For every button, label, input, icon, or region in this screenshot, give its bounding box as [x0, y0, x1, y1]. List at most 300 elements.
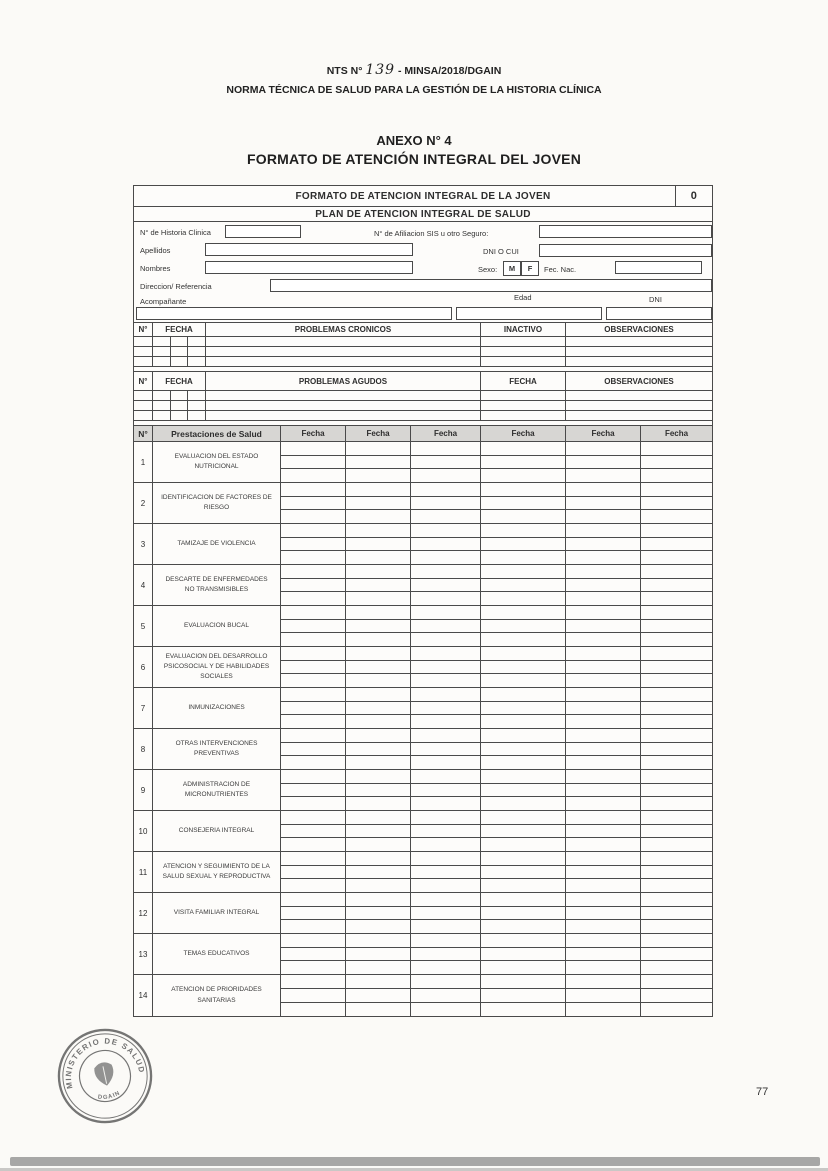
fecha-cell: [641, 579, 712, 593]
fecha-cell: [281, 825, 345, 839]
fecha-cell: [411, 497, 480, 511]
fecha-cell: [481, 975, 565, 989]
fecha-cell: [411, 674, 480, 687]
cronicos-header-inactivo: INACTIVO: [481, 323, 566, 336]
agudos-header-fecha: FECHA: [153, 372, 206, 390]
fecha-cell: [641, 620, 712, 634]
fecha-cell: [411, 811, 480, 825]
fecha-column: [641, 524, 712, 564]
prestaciones-header-label: Prestaciones de Salud: [153, 426, 281, 441]
prestacion-label: EVALUACION DEL ESTADO NUTRICIONAL: [153, 442, 281, 482]
fecha-cell: [346, 797, 410, 810]
prestacion-row: [134, 606, 712, 647]
fecha-cell: [346, 674, 410, 687]
fecha-cell: [566, 661, 640, 675]
fecha-cell: [566, 907, 640, 921]
fecha-cell: [481, 729, 565, 743]
fecha-column: [481, 852, 566, 892]
fecha-cell: [641, 647, 712, 661]
prestacion-number: 9: [134, 770, 153, 810]
fecha-cell: [281, 483, 345, 497]
checkbox-sexo-f: F: [521, 261, 539, 276]
fecha-column: [281, 729, 346, 769]
prestaciones-header-fecha-group: [281, 426, 712, 441]
prestaciones-table: [134, 426, 712, 1016]
fecha-cell: [481, 538, 565, 552]
prestacion-fecha-grid: [281, 688, 712, 728]
fecha-cell: [481, 510, 565, 523]
fecha-column: [481, 647, 566, 687]
fecha-cell: [411, 743, 480, 757]
fecha-cell: [411, 688, 480, 702]
fecha-cell: [281, 1003, 345, 1016]
fecha-cell: [641, 920, 712, 933]
empty-cell: [481, 401, 566, 410]
fecha-cell: [481, 797, 565, 810]
empty-cell: [566, 337, 712, 346]
fecha-column: [281, 975, 346, 1016]
field-label-acompanante: Acompañante: [140, 297, 187, 306]
seal-bottom-text: DGAIN: [97, 1090, 122, 1102]
fecha-cell: [641, 551, 712, 564]
fecha-column: [566, 524, 641, 564]
fecha-cell: [641, 729, 712, 743]
fecha-column: [481, 811, 566, 851]
fecha-cell: [411, 647, 480, 661]
fecha-cell: [281, 538, 345, 552]
fecha-cell: [641, 538, 712, 552]
prestacion-label: EVALUACION DEL DESARROLLO PSICOSOCIAL Y DE HABILIDADES SOCIALES: [153, 647, 281, 687]
fecha-cell: [481, 756, 565, 769]
fecha-cell: [346, 565, 410, 579]
prestacion-fecha-grid: [281, 647, 712, 687]
prestacion-row: [134, 524, 712, 565]
prestacion-row: [134, 688, 712, 729]
fecha-cell: [481, 1003, 565, 1016]
empty-cell: [566, 411, 712, 420]
fecha-cell: [481, 674, 565, 687]
cronicos-header-num: N°: [134, 323, 153, 336]
fecha-cell: [641, 893, 712, 907]
fecha-cell: [566, 524, 640, 538]
empty-cell: [566, 347, 712, 356]
fecha-column: [481, 975, 566, 1016]
empty-cell: [206, 391, 481, 400]
fecha-cell: [641, 948, 712, 962]
fecha-cell: [346, 688, 410, 702]
fecha-column: [566, 606, 641, 646]
agudos-header-row: [134, 372, 712, 391]
empty-cell: [153, 357, 206, 366]
fecha-column: [411, 524, 481, 564]
fecha-cell: [566, 975, 640, 989]
field-label-historia-clinica: N° de Historia Clinica: [140, 228, 211, 237]
fecha-cell: [411, 866, 480, 880]
input-box-afiliacion-sis: [539, 225, 712, 238]
fecha-cell: [641, 497, 712, 511]
prestacion-row: [134, 647, 712, 688]
input-box-fec-nac: [615, 261, 702, 274]
prestacion-row: [134, 565, 712, 606]
fecha-column: [641, 565, 712, 605]
fecha-cell: [411, 975, 480, 989]
fecha-cell: [481, 852, 565, 866]
fecha-cell: [481, 442, 565, 456]
input-box-edad: [456, 307, 602, 320]
fecha-cell: [566, 920, 640, 933]
fecha-cell: [566, 442, 640, 456]
fecha-cell: [346, 551, 410, 564]
prestacion-number: 6: [134, 647, 153, 687]
fecha-column: [411, 647, 481, 687]
fecha-cell: [641, 784, 712, 798]
input-box-dni-cui: [539, 244, 712, 257]
fecha-cell: [346, 592, 410, 605]
fecha-cell: [346, 961, 410, 974]
fecha-column: [481, 565, 566, 605]
fecha-cell: [481, 579, 565, 593]
prestaciones-header-row: [134, 426, 712, 442]
fecha-cell: [411, 661, 480, 675]
prestacion-fecha-grid: [281, 975, 712, 1016]
fecha-cell: [641, 483, 712, 497]
fecha-column: [346, 483, 411, 523]
prestaciones-header-num: N°: [134, 426, 153, 441]
empty-cell: [153, 401, 206, 410]
fecha-column: [481, 934, 566, 974]
fecha-column-header: Fecha: [481, 426, 566, 441]
fecha-cell: [281, 907, 345, 921]
fecha-cell: [641, 743, 712, 757]
fecha-cell: [566, 620, 640, 634]
prestacion-number: 14: [134, 975, 153, 1016]
form-title-row: [134, 186, 712, 207]
fecha-cell: [641, 702, 712, 716]
fecha-column: [346, 934, 411, 974]
fecha-cell: [641, 633, 712, 646]
fecha-column: [411, 729, 481, 769]
fecha-cell: [411, 510, 480, 523]
fecha-cell: [566, 715, 640, 728]
field-label-sexo: Sexo:: [478, 265, 498, 274]
fecha-cell: [281, 633, 345, 646]
fecha-cell: [346, 784, 410, 798]
empty-cell: [206, 357, 481, 366]
fecha-cell: [346, 633, 410, 646]
fecha-cell: [411, 893, 480, 907]
annex-title: [0, 133, 828, 167]
fecha-cell: [641, 770, 712, 784]
prestacion-number: 3: [134, 524, 153, 564]
fecha-column-header: Fecha: [346, 426, 411, 441]
fecha-cell: [481, 879, 565, 892]
fecha-cell: [411, 756, 480, 769]
fecha-cell: [411, 606, 480, 620]
prestacion-label: DESCARTE DE ENFERMEDADES NO TRANSMISIBLES: [153, 565, 281, 605]
fecha-column: [346, 893, 411, 933]
prestacion-number: 11: [134, 852, 153, 892]
fecha-cell: [346, 538, 410, 552]
fecha-cell: [346, 866, 410, 880]
prestacion-fecha-grid: [281, 934, 712, 974]
fecha-cell: [566, 948, 640, 962]
fecha-column: [281, 606, 346, 646]
fecha-cell: [281, 797, 345, 810]
empty-cell: [134, 391, 153, 400]
fecha-cell: [566, 743, 640, 757]
fecha-cell: [481, 688, 565, 702]
fecha-cell: [411, 442, 480, 456]
fecha-cell: [411, 551, 480, 564]
problemas-agudos-table: [134, 372, 712, 421]
problemas-cronicos-table: [134, 323, 712, 367]
agudos-header-problema: PROBLEMAS AGUDOS: [206, 372, 481, 390]
fecha-cell: [346, 606, 410, 620]
fecha-cell: [566, 510, 640, 523]
fecha-cell: [641, 606, 712, 620]
fecha-cell: [641, 934, 712, 948]
fecha-cell: [411, 565, 480, 579]
empty-cell: [206, 401, 481, 410]
fecha-cell: [411, 524, 480, 538]
empty-cell: [134, 357, 153, 366]
fecha-column: [346, 647, 411, 687]
fecha-cell: [346, 442, 410, 456]
fecha-cell: [411, 907, 480, 921]
fecha-cell: [566, 797, 640, 810]
fecha-cell: [346, 743, 410, 757]
prestacion-label: ATENCION DE PRIORIDADES SANITARIAS: [153, 975, 281, 1016]
fecha-cell: [281, 989, 345, 1003]
fecha-cell: [481, 948, 565, 962]
fecha-cell: [566, 538, 640, 552]
fecha-cell: [481, 633, 565, 646]
fecha-cell: [566, 469, 640, 482]
prestacion-label: INMUNIZACIONES: [153, 688, 281, 728]
empty-cell: [153, 347, 206, 356]
fecha-column: [411, 975, 481, 1016]
fecha-column: [411, 688, 481, 728]
fecha-cell: [281, 879, 345, 892]
fecha-cell: [346, 702, 410, 716]
cronicos-body: [134, 337, 712, 367]
fecha-cell: [281, 456, 345, 470]
prestacion-label: CONSEJERIA INTEGRAL: [153, 811, 281, 851]
prestacion-fecha-grid: [281, 606, 712, 646]
fecha-cell: [481, 702, 565, 716]
fecha-cell: [411, 934, 480, 948]
empty-problem-row: [134, 337, 712, 347]
prestacion-fecha-grid: [281, 565, 712, 605]
input-box-direccion: [270, 279, 712, 292]
fecha-cell: [641, 975, 712, 989]
prestacion-fecha-grid: [281, 729, 712, 769]
fecha-cell: [481, 551, 565, 564]
fecha-cell: [411, 729, 480, 743]
fecha-cell: [281, 852, 345, 866]
fecha-cell: [411, 538, 480, 552]
fecha-cell: [566, 934, 640, 948]
fecha-cell: [641, 811, 712, 825]
fecha-cell: [346, 879, 410, 892]
empty-problem-row: [134, 357, 712, 367]
fecha-cell: [566, 579, 640, 593]
fecha-cell: [566, 702, 640, 716]
fecha-cell: [346, 456, 410, 470]
fecha-column: [566, 893, 641, 933]
prestacion-row: [134, 934, 712, 975]
scan-edge-artifact: [10, 1157, 820, 1166]
fecha-cell: [281, 784, 345, 798]
cronicos-header-problema: PROBLEMAS CRONICOS: [206, 323, 481, 336]
agudos-header-fecha2: FECHA: [481, 372, 566, 390]
field-label-afiliacion-sis: N° de Afiliacion SIS u otro Seguro:: [374, 229, 489, 238]
fecha-cell: [346, 510, 410, 523]
prestacion-row: [134, 893, 712, 934]
fecha-cell: [481, 811, 565, 825]
fecha-cell: [641, 524, 712, 538]
prestacion-row: [134, 483, 712, 524]
norma-line: NORMA TÉCNICA DE SALUD PARA LA GESTIÓN DE LA HISTORIA CLÍNICA: [226, 83, 602, 96]
fecha-cell: [281, 469, 345, 482]
fecha-cell: [481, 934, 565, 948]
prestacion-row: [134, 770, 712, 811]
fecha-column: [641, 729, 712, 769]
fecha-cell: [281, 743, 345, 757]
fecha-column: [411, 852, 481, 892]
fecha-cell: [411, 770, 480, 784]
fecha-cell: [641, 688, 712, 702]
fecha-cell: [281, 702, 345, 716]
fecha-column: [411, 565, 481, 605]
fecha-cell: [641, 756, 712, 769]
empty-cell: [481, 347, 566, 356]
nts-suffix: - MINSA/2018/DGAIN: [398, 65, 502, 77]
fecha-cell: [411, 1003, 480, 1016]
fecha-cell: [281, 811, 345, 825]
fecha-cell: [346, 811, 410, 825]
prestacion-row: [134, 975, 712, 1016]
empty-cell: [206, 337, 481, 346]
empty-problem-row: [134, 391, 712, 401]
fecha-cell: [411, 948, 480, 962]
fecha-cell: [481, 483, 565, 497]
fecha-column: [566, 442, 641, 482]
prestacion-number: 12: [134, 893, 153, 933]
fecha-column: [566, 565, 641, 605]
field-label-fec-nac: Fec. Nac.: [544, 265, 577, 274]
prestacion-fecha-grid: [281, 770, 712, 810]
field-label-dni-cui: DNI O CUI: [483, 247, 519, 256]
fecha-cell: [346, 483, 410, 497]
fecha-cell: [281, 729, 345, 743]
prestacion-label: ADMINISTRACION DE MICRONUTRIENTES: [153, 770, 281, 810]
empty-cell: [134, 401, 153, 410]
fecha-cell: [281, 961, 345, 974]
fecha-cell: [281, 866, 345, 880]
cronicos-header-row: [134, 323, 712, 337]
fecha-cell: [641, 838, 712, 851]
fecha-cell: [641, 797, 712, 810]
prestacion-label: TAMIZAJE DE VIOLENCIA: [153, 524, 281, 564]
fecha-cell: [281, 838, 345, 851]
fecha-cell: [641, 907, 712, 921]
fecha-column: [481, 606, 566, 646]
field-label-edad: Edad: [514, 293, 532, 302]
fecha-cell: [641, 866, 712, 880]
prestacion-number: 7: [134, 688, 153, 728]
fecha-cell: [281, 756, 345, 769]
fecha-column-header: Fecha: [664, 429, 689, 438]
prestacion-fecha-grid: [281, 811, 712, 851]
fecha-cell: [641, 510, 712, 523]
empty-cell: [134, 411, 153, 420]
prestacion-number: 10: [134, 811, 153, 851]
fecha-cell: [641, 715, 712, 728]
agudos-header-observaciones: OBSERVACIONES: [604, 376, 674, 386]
fecha-cell: [481, 606, 565, 620]
fecha-cell: [481, 661, 565, 675]
fecha-column: [281, 688, 346, 728]
prestacion-label: EVALUACION BUCAL: [153, 606, 281, 646]
fecha-cell: [346, 497, 410, 511]
fecha-column: [346, 852, 411, 892]
fecha-cell: [346, 770, 410, 784]
fecha-cell: [346, 524, 410, 538]
fecha-column-header: Fecha: [411, 426, 481, 441]
fecha-cell: [281, 770, 345, 784]
fecha-cell: [481, 524, 565, 538]
prestacion-number: 5: [134, 606, 153, 646]
fecha-cell: [281, 893, 345, 907]
fecha-cell: [481, 893, 565, 907]
fecha-cell: [346, 756, 410, 769]
fecha-column: [641, 647, 712, 687]
fecha-cell: [481, 743, 565, 757]
fecha-column: [566, 811, 641, 851]
empty-cell: [566, 401, 712, 410]
fecha-cell: [346, 907, 410, 921]
fecha-cell: [281, 920, 345, 933]
empty-cell: [153, 337, 206, 346]
fecha-column: [641, 934, 712, 974]
fecha-cell: [481, 456, 565, 470]
cronicos-header-observaciones: OBSERVACIONES: [604, 325, 674, 334]
fecha-cell: [346, 647, 410, 661]
empty-problem-row: [134, 347, 712, 357]
fecha-cell: [346, 579, 410, 593]
fecha-column: [281, 934, 346, 974]
prestacion-label: ATENCION Y SEGUIMIENTO DE LA SALUD SEXUAL Y REPRODUCTIVA: [153, 852, 281, 892]
fecha-cell: [641, 592, 712, 605]
fecha-cell: [411, 702, 480, 716]
fecha-column: [411, 483, 481, 523]
field-label-nombres: Nombres: [140, 264, 171, 273]
fecha-cell: [566, 592, 640, 605]
prestacion-fecha-grid: [281, 852, 712, 892]
fecha-cell: [281, 606, 345, 620]
fecha-cell: [411, 456, 480, 470]
fecha-cell: [566, 647, 640, 661]
fecha-cell: [566, 784, 640, 798]
fecha-cell: [411, 961, 480, 974]
fecha-cell: [281, 674, 345, 687]
fecha-column: [641, 852, 712, 892]
fecha-cell: [641, 1003, 712, 1016]
input-box-nombres: [205, 261, 413, 274]
fecha-column: [411, 606, 481, 646]
prestacion-fecha-grid: [281, 442, 712, 482]
